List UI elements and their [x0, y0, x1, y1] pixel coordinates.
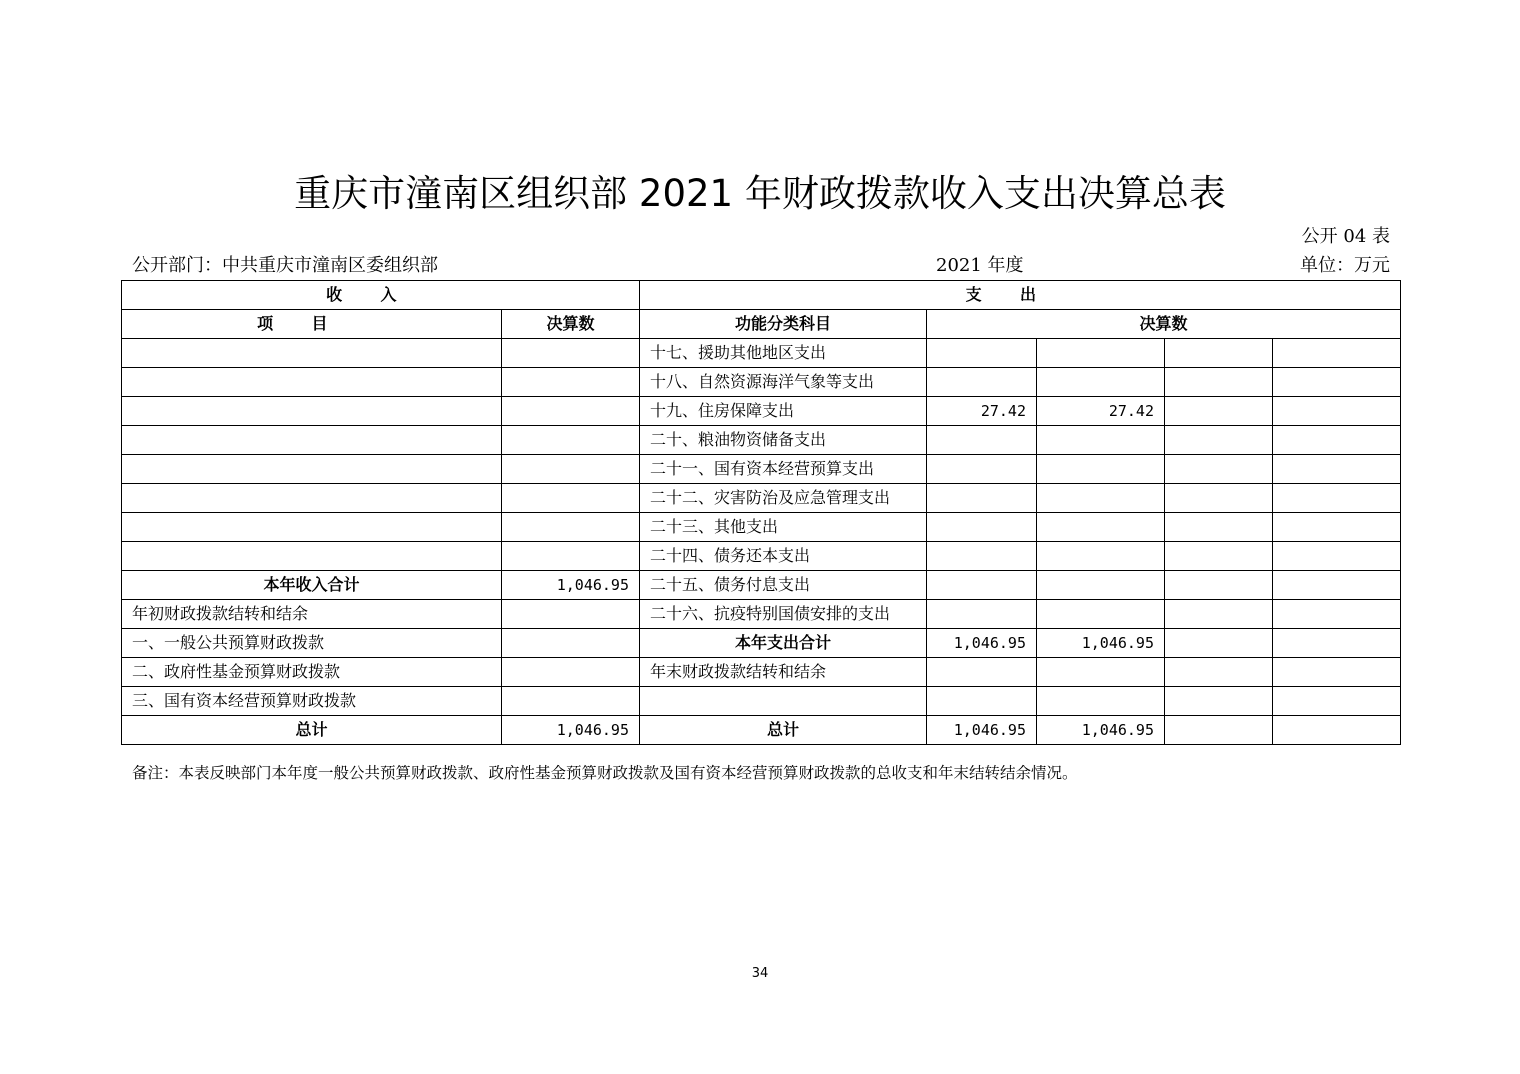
expense-amount-1	[927, 571, 1037, 600]
table-column-header	[122, 310, 1401, 339]
page-title: 重庆市潼南区组织部 2021 年财政拨款收入支出决算总表	[294, 172, 1226, 215]
table-row	[122, 339, 1401, 368]
expense-amount-2	[1037, 513, 1165, 542]
expense-item: 总计	[640, 716, 927, 745]
expense-amount-3	[1165, 629, 1273, 658]
form-number: 公开 04 表	[1301, 226, 1390, 247]
expense-item: 本年支出合计	[640, 629, 927, 658]
expense-amount-1: 1,046.95	[927, 629, 1037, 658]
expense-amount-4	[1273, 716, 1401, 745]
expense-amount-2	[1037, 600, 1165, 629]
expense-amount-3	[1165, 687, 1273, 716]
income-header: 收入	[122, 281, 640, 310]
expense-item: 年末财政拨款结转和结余	[640, 658, 927, 687]
expense-amount-1	[927, 513, 1037, 542]
expense-amount-4	[1273, 397, 1401, 426]
table-row	[122, 658, 1401, 687]
expense-amount-2: 1,046.95	[1037, 716, 1165, 745]
expense-amount-3	[1165, 455, 1273, 484]
expense-amount-4	[1273, 629, 1401, 658]
income-amount	[502, 687, 640, 716]
expense-amount-4	[1273, 600, 1401, 629]
expense-amount-1	[927, 455, 1037, 484]
expense-item: 二十四、债务还本支出	[640, 542, 927, 571]
table-row	[122, 513, 1401, 542]
column-amount-expense: 决算数	[927, 310, 1401, 339]
expense-item: 十九、住房保障支出	[640, 397, 927, 426]
income-item: 本年收入合计	[122, 571, 502, 600]
income-item	[122, 484, 502, 513]
expense-amount-4	[1273, 542, 1401, 571]
income-amount	[502, 513, 640, 542]
income-item	[122, 397, 502, 426]
income-amount	[502, 629, 640, 658]
income-item	[122, 455, 502, 484]
expense-amount-4	[1273, 513, 1401, 542]
table-row	[122, 397, 1401, 426]
expense-item: 二十三、其他支出	[640, 513, 927, 542]
income-amount: 1,046.95	[502, 571, 640, 600]
expense-amount-4	[1273, 484, 1401, 513]
column-item: 项目	[122, 310, 502, 339]
table-row	[122, 629, 1401, 658]
expense-amount-4	[1273, 571, 1401, 600]
expense-amount-2: 27.42	[1037, 397, 1165, 426]
column-amount: 决算数	[502, 310, 640, 339]
expense-item: 十八、自然资源海洋气象等支出	[640, 368, 927, 397]
expense-item: 二十五、债务付息支出	[640, 571, 927, 600]
table-row	[122, 484, 1401, 513]
footnote: 备注：本表反映部门本年度一般公共预算财政拨款、政府性基金预算财政拨款及国有资本经营预算财政拨款的总收支和年末结转结余情况。	[132, 764, 1078, 782]
income-amount	[502, 339, 640, 368]
income-item	[122, 368, 502, 397]
income-amount	[502, 600, 640, 629]
expense-amount-3	[1165, 600, 1273, 629]
expense-header: 支出	[640, 281, 1401, 310]
unit-label: 单位：万元	[1300, 255, 1390, 276]
expense-amount-4	[1273, 455, 1401, 484]
expense-amount-1	[927, 368, 1037, 397]
expense-amount-3	[1165, 542, 1273, 571]
expense-amount-4	[1273, 658, 1401, 687]
expense-amount-2: 1,046.95	[1037, 629, 1165, 658]
expense-amount-1	[927, 339, 1037, 368]
expense-amount-1	[927, 426, 1037, 455]
income-item: 年初财政拨款结转和结余	[122, 600, 502, 629]
income-item	[122, 339, 502, 368]
table-section-header	[122, 281, 1401, 310]
expense-item: 二十一、国有资本经营预算支出	[640, 455, 927, 484]
table-row	[122, 687, 1401, 716]
expense-amount-2	[1037, 687, 1165, 716]
income-item: 一、一般公共预算财政拨款	[122, 629, 502, 658]
expense-amount-1	[927, 687, 1037, 716]
income-amount	[502, 455, 640, 484]
table-row	[122, 716, 1401, 745]
expense-amount-2	[1037, 368, 1165, 397]
expense-amount-1: 1,046.95	[927, 716, 1037, 745]
expense-amount-1: 27.42	[927, 397, 1037, 426]
expense-item	[640, 687, 927, 716]
expense-amount-4	[1273, 687, 1401, 716]
table-row	[122, 600, 1401, 629]
expense-amount-2	[1037, 658, 1165, 687]
income-amount	[502, 542, 640, 571]
expense-amount-2	[1037, 542, 1165, 571]
table-row	[122, 455, 1401, 484]
expense-item: 十七、援助其他地区支出	[640, 339, 927, 368]
expense-amount-3	[1165, 571, 1273, 600]
expense-amount-1	[927, 600, 1037, 629]
expense-amount-2	[1037, 484, 1165, 513]
table-row	[122, 571, 1401, 600]
column-function: 功能分类科目	[640, 310, 927, 339]
expense-amount-3	[1165, 716, 1273, 745]
expense-amount-4	[1273, 339, 1401, 368]
page-number: 34	[751, 966, 769, 981]
expense-amount-3	[1165, 513, 1273, 542]
expense-amount-2	[1037, 455, 1165, 484]
expense-amount-2	[1037, 426, 1165, 455]
expense-amount-1	[927, 484, 1037, 513]
budget-table	[121, 280, 1401, 745]
income-item: 三、国有资本经营预算财政拨款	[122, 687, 502, 716]
table-row	[122, 368, 1401, 397]
expense-item: 二十六、抗疫特别国债安排的支出	[640, 600, 927, 629]
income-item	[122, 513, 502, 542]
income-item	[122, 426, 502, 455]
expense-amount-1	[927, 542, 1037, 571]
expense-amount-3	[1165, 368, 1273, 397]
expense-amount-3	[1165, 339, 1273, 368]
expense-amount-3	[1165, 426, 1273, 455]
fiscal-year: 2021 年度	[936, 255, 1024, 276]
expense-amount-3	[1165, 658, 1273, 687]
income-amount	[502, 484, 640, 513]
income-item: 二、政府性基金预算财政拨款	[122, 658, 502, 687]
table-row	[122, 542, 1401, 571]
income-amount	[502, 397, 640, 426]
expense-amount-1	[927, 658, 1037, 687]
expense-item: 二十、粮油物资储备支出	[640, 426, 927, 455]
expense-amount-2	[1037, 571, 1165, 600]
income-amount	[502, 658, 640, 687]
expense-item: 二十二、灾害防治及应急管理支出	[640, 484, 927, 513]
department-label: 公开部门：中共重庆市潼南区委组织部	[132, 255, 438, 276]
table-row	[122, 426, 1401, 455]
income-item: 总计	[122, 716, 502, 745]
expense-amount-4	[1273, 426, 1401, 455]
expense-amount-4	[1273, 368, 1401, 397]
expense-amount-3	[1165, 397, 1273, 426]
expense-amount-2	[1037, 339, 1165, 368]
expense-amount-3	[1165, 484, 1273, 513]
income-amount	[502, 368, 640, 397]
income-amount	[502, 426, 640, 455]
income-amount: 1,046.95	[502, 716, 640, 745]
income-item	[122, 542, 502, 571]
